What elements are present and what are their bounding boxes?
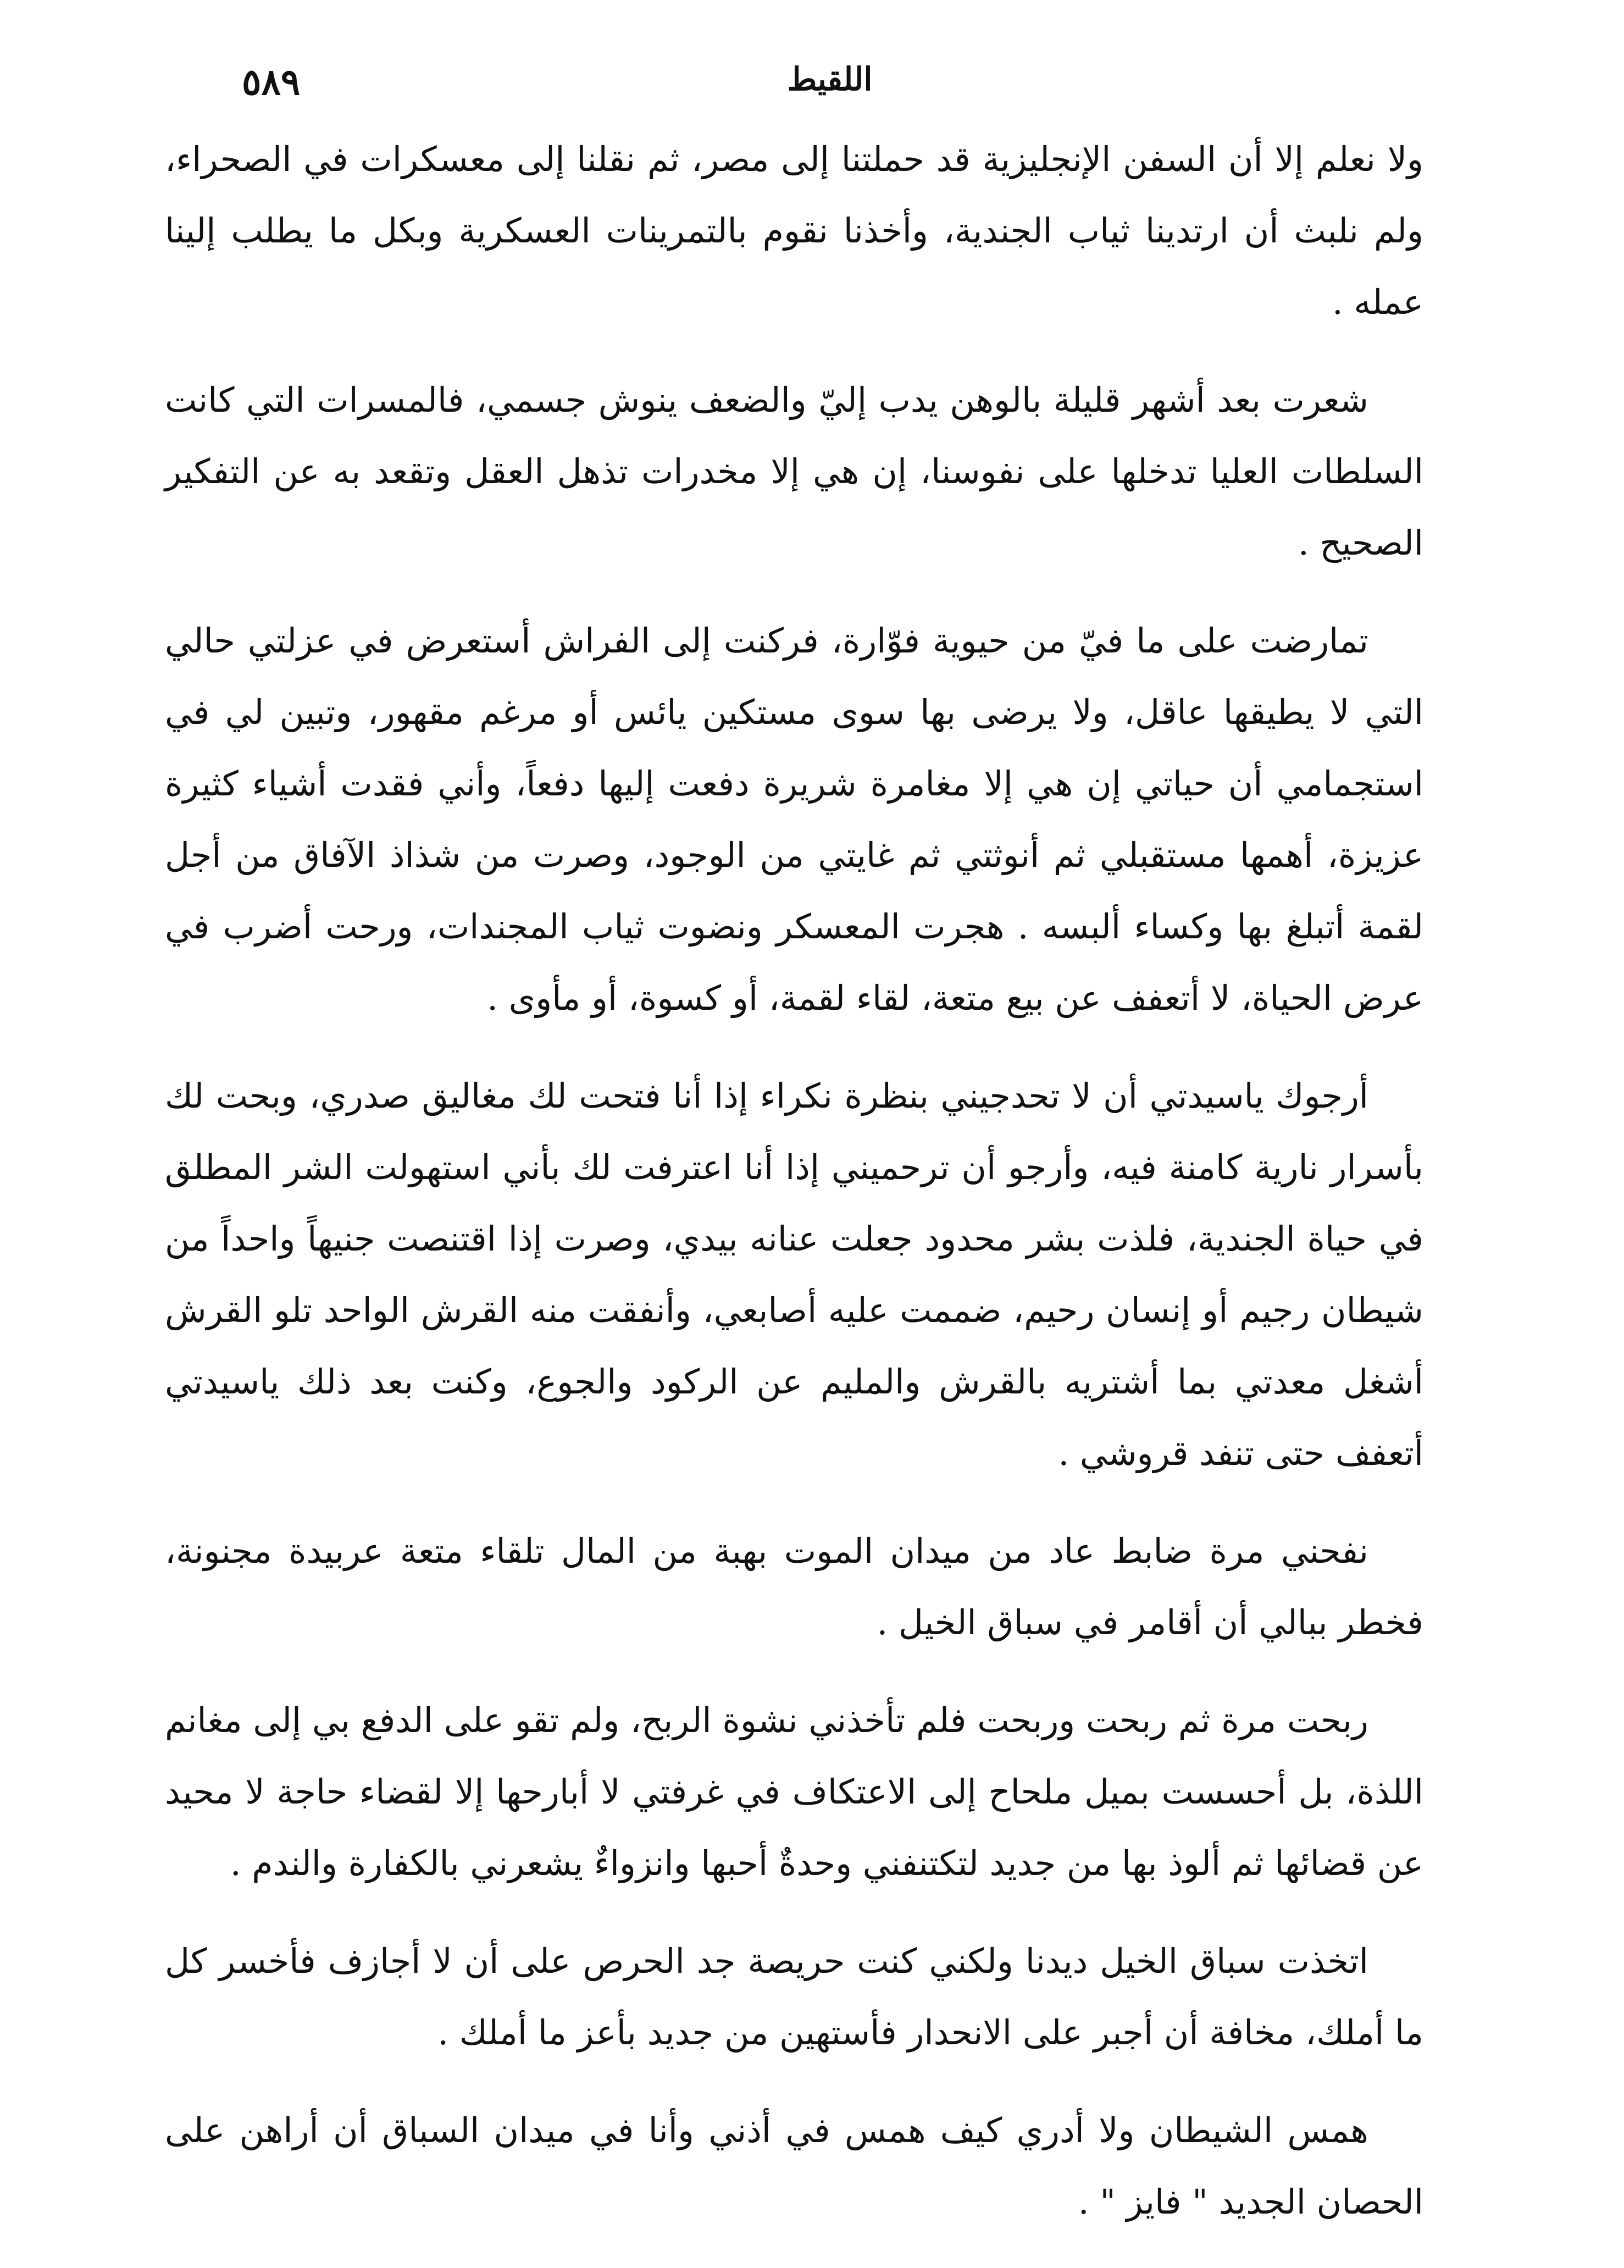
paragraph: همس الشيطان ولا أدري كيف همس في أذني وأنا في ميدان السباق أن أراهن على الحصان الجديد " فايز " . — [165, 2110, 1423, 2222]
page-header — [231, 60, 1429, 121]
paragraph: تمارضت على ما فيّ من حيوية فوّارة، فركنت إلى الفراش أستعرض في عزلتي حالي التي لا يطيقها عاقل، ولا يرضى بها سوى مستكين يائس أو مرغم مقهور، وتبين لي في استجمامي أن حياتي إن هي إلا مغامرة شريرة دفعت إليها دفعاً، وأني فقدت أشياء كثيرة عزيزة، أهمها مستقبلي ثم أنوثتي ثم غايتي من الوجود، وصرت من شذاذ الآفاق من أجل لقمة أتبلغ بها وكساء ألبسه . هجرت المعسكر ونضوت ثياب المجندات، ورحت أضرب في عرض الحياة، لا أتعفف عن بيع متعة، لقاء لقمة، أو كسوة، أو مأوى . — [165, 621, 1423, 1018]
page-number: ٥٨٩ — [242, 60, 301, 103]
paragraph: ولا نعلم إلا أن السفن الإنجليزية قد حملتنا إلى مصر، ثم نقلنا إلى معسكرات في الصحراء، ولم نلبث أن ارتدينا ثياب الجندية، وأخذنا نقوم بالتمرينات العسكرية وبكل ما يطلب إلينا عمله . — [165, 139, 1423, 322]
paragraph: اتخذت سباق الخيل ديدنا ولكني كنت حريصة جد الحرص على أن لا أجازف فأخسر كل ما أملك، مخافة أن أجبر على الانحدار فأستهين من جديد بأعز ما أملك . — [165, 1941, 1423, 2053]
paragraph: أرجوك ياسيدتي أن لا تحدجيني بنظرة نكراء إذا أنا فتحت لك مغاليق صدري، وبحت لك بأسرار نارية كامنة فيه، وأرجو أن ترحميني إذا أنا اعترفت لك بأني استهولت الشر المطلق في حياة الجندية، فلذت بشر محدود جعلت عنانه بيدي، وصرت إذا اقتنصت جنيهاً واحداً من شيطان رجيم أو إنسان رحيم، ضممت عليه أصابعي، وأنفقت منه القرش الواحد تلو القرش أشغل معدتي بما أشتريه بالقرش والمليم عن الركود والجوع، وكنت بعد ذلك ياسيدتي أتعفف حتى تنفد قروشي . — [165, 1076, 1423, 1473]
paragraph: نفحني مرة ضابط عاد من ميدان الموت بهبة من المال تلقاء متعة عربيدة مجنونة، فخطر ببالي أن أقامر في سباق الخيل . — [165, 1531, 1423, 1642]
running-title: اللقيط — [787, 60, 873, 98]
paragraph: ربحت مرة ثم ربحت وربحت فلم تأخذني نشوة الربح، ولم تقو على الدفع بي إلى مغانم اللذة، بل أحسست بميل ملحاح إلى الاعتكاف في غرفتي لا أبارحها إلا لقضاء حاجة لا محيد عن قضائها ثم ألوذ بها من جديد لتكتنفني وحدةٌ أحبها وانزواءٌ يشعرني بالكفارة والندم . — [165, 1700, 1423, 1883]
paragraph: شعرت بعد أشهر قليلة بالوهن يدب إليّ والضعف ينوش جسمي، فالمسرات التي كانت السلطات العليا تدخلها على نفوسنا، إن هي إلا مخدرات تذهل العقل وتقعد به عن التفكير الصحيح . — [165, 380, 1423, 563]
body-text — [165, 124, 1423, 2264]
